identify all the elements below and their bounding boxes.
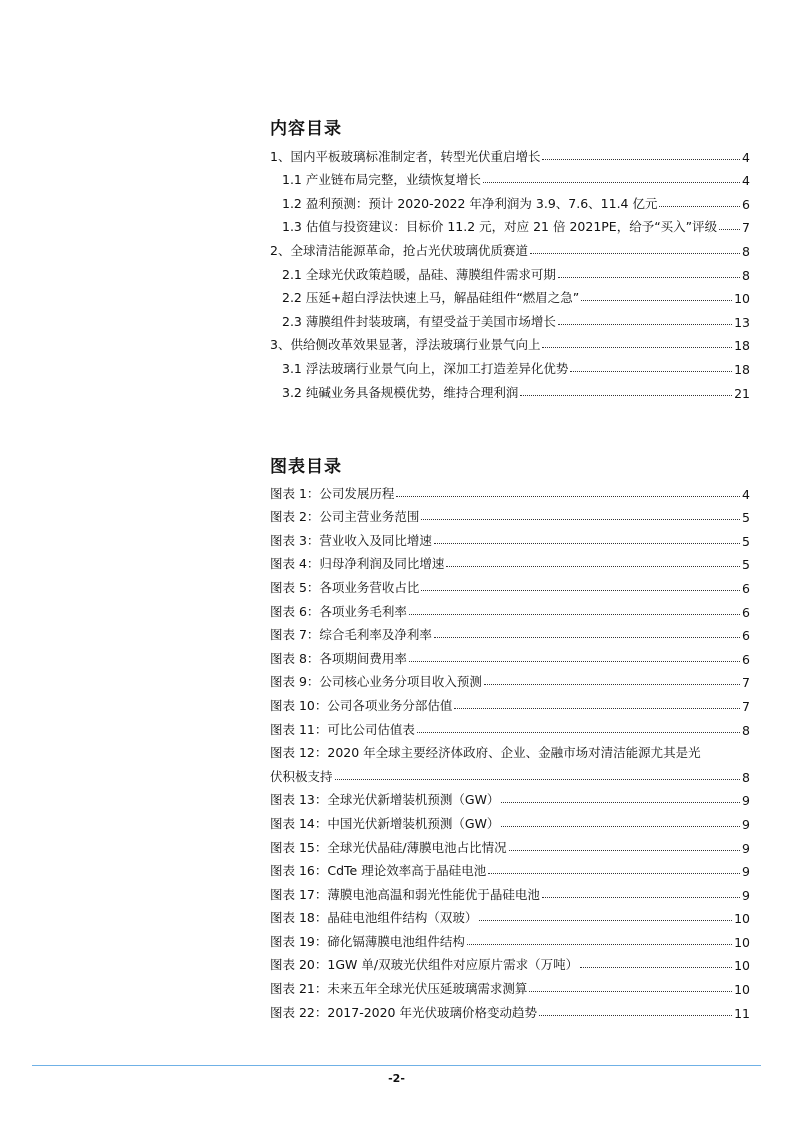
figure-entry[interactable]: [270, 926, 750, 950]
figure-entry-page: 9: [742, 864, 750, 880]
toc-entry-page: 6: [742, 196, 750, 212]
figure-entry-page: 6: [742, 651, 750, 667]
figure-entry-page: 9: [742, 840, 750, 856]
toc-entry-page: 7: [742, 220, 750, 236]
toc-entry-label: 1.3 估值与投资建议：目标价 11.2 元，对应 21 倍 2021PE，给予“买入”评级: [282, 219, 718, 235]
toc-entry-page: 18: [734, 361, 750, 377]
figure-entry-line2: [270, 761, 750, 785]
toc-entry-label: 3、供给侧改革效果显著，浮法玻璃行业景气向上: [270, 337, 541, 353]
contents-title: 内容目录: [270, 119, 342, 139]
toc-entry-label: 1.2 盈利预测：预计 2020-2022 年净利润为 3.9、7.6、11.4 亿元: [282, 195, 658, 211]
figure-entry-label: 图表 14：中国光伏新增装机预测（GW）: [270, 815, 500, 831]
figure-entry[interactable]: [270, 997, 750, 1021]
figure-entry-label: 图表 16：CdTe 理论效率高于晶硅电池: [270, 863, 487, 879]
figure-entry[interactable]: [270, 572, 750, 596]
figures-title: 图表目录: [270, 457, 342, 477]
figure-entry-page: 6: [742, 604, 750, 620]
figure-entry-page: 7: [742, 675, 750, 691]
figure-entry-label: 图表 11：可比公司估值表: [270, 721, 415, 737]
dot-leader: [417, 732, 740, 733]
figure-entry-label: 图表 3：营业收入及同比增速: [270, 532, 432, 548]
dot-leader: [434, 637, 740, 638]
toc-entry[interactable]: [270, 212, 750, 236]
figure-entry[interactable]: [270, 832, 750, 856]
figure-entry-label-cont: 伏积极支持: [270, 768, 333, 784]
figure-entry-page: 8: [742, 722, 750, 738]
dot-leader: [570, 371, 732, 372]
figure-entry[interactable]: [270, 596, 750, 620]
toc-entry-label: 1.1 产业链布局完整，业绩恢复增长: [282, 172, 481, 188]
figure-entry[interactable]: [270, 667, 750, 691]
figure-entry-page: 9: [742, 793, 750, 809]
figure-entry-label: 图表 13：全球光伏新增装机预测（GW）: [270, 792, 500, 808]
figure-entry[interactable]: [270, 690, 750, 714]
toc-entry[interactable]: [270, 188, 750, 212]
figure-entry[interactable]: [270, 714, 750, 738]
figure-entry-label: 图表 17：薄膜电池高温和弱光性能优于晶硅电池: [270, 886, 540, 902]
toc-entry[interactable]: [270, 235, 750, 259]
dot-leader: [488, 873, 740, 874]
figure-entry[interactable]: [270, 643, 750, 667]
footer-rule: [32, 1065, 761, 1066]
figure-entry-label: 图表 10：公司各项业务分部估值: [270, 697, 453, 713]
toc-entry-label: 2.3 薄膜组件封装玻璃，有望受益于美国市场增长: [282, 313, 556, 329]
figure-entry[interactable]: [270, 879, 750, 903]
page-number: -2-: [388, 1072, 405, 1085]
dot-leader: [659, 206, 740, 207]
toc-entry-label: 1、国内平板玻璃标准制定者，转型光伏重启增长: [270, 148, 541, 164]
dot-leader: [501, 802, 740, 803]
figure-entry-label: 图表 9：公司核心业务分项目收入预测: [270, 674, 482, 690]
dot-leader: [581, 300, 732, 301]
figure-entry[interactable]: [270, 903, 750, 927]
figures-list: [270, 478, 750, 1021]
figure-entry-label: 图表 15：全球光伏晶硅/薄膜电池占比情况: [270, 839, 507, 855]
figure-entry-page: 8: [742, 769, 750, 785]
toc-entry[interactable]: [270, 283, 750, 307]
dot-leader: [454, 708, 740, 709]
toc-entry[interactable]: [270, 165, 750, 189]
dot-leader: [434, 543, 740, 544]
toc-entry-label: 3.2 纯碱业务具备规模优势，维持合理利润: [282, 384, 519, 400]
dot-leader: [421, 519, 740, 520]
dot-leader: [409, 661, 740, 662]
figure-entry[interactable]: [270, 856, 750, 880]
figure-entry[interactable]: [270, 950, 750, 974]
toc-entry-page: 18: [734, 338, 750, 354]
dot-leader: [529, 991, 732, 992]
toc-entry-page: 10: [734, 291, 750, 307]
dot-leader: [558, 324, 732, 325]
figure-entry-label: 图表 7：综合毛利率及净利率: [270, 627, 432, 643]
dot-leader: [483, 182, 740, 183]
figure-entry[interactable]: [270, 808, 750, 832]
toc-entry-label: 2.2 压延+超白浮法快速上马，解晶硅组件“燃眉之急”: [282, 290, 580, 306]
dot-leader: [484, 684, 740, 685]
figure-entry-label: 图表 6：各项业务毛利率: [270, 603, 407, 619]
figure-entry-page: 10: [734, 934, 750, 950]
figure-entry[interactable]: [270, 620, 750, 644]
figure-entry-label: 图表 20：1GW 单/双玻光伏组件对应原片需求（万吨）: [270, 957, 579, 973]
figure-entry-label: 图表 18：晶硅电池组件结构（双玻）: [270, 910, 478, 926]
toc-entry-page: 4: [742, 149, 750, 165]
figure-entry-label: 图表 22：2017-2020 年光伏玻璃价格变动趋势: [270, 1004, 537, 1020]
figure-entry-label: 图表 4：归母净利润及同比增速: [270, 556, 445, 572]
figure-entry-page: 5: [742, 533, 750, 549]
dot-leader: [479, 920, 732, 921]
figure-entry[interactable]: [270, 502, 750, 526]
figure-entry-label: 图表 8：各项期间费用率: [270, 650, 407, 666]
figure-entry-page: 9: [742, 887, 750, 903]
figure-entry-label: 图表 1：公司发展历程: [270, 485, 395, 501]
dot-leader: [542, 897, 740, 898]
dot-leader: [558, 277, 740, 278]
dot-leader: [520, 395, 732, 396]
figure-entry-page: 10: [734, 982, 750, 998]
toc-entry[interactable]: [270, 377, 750, 401]
dot-leader: [542, 159, 740, 160]
figure-entry-label: 图表 21：未来五年全球光伏压延玻璃需求测算: [270, 981, 528, 997]
toc-entry-page: 13: [734, 314, 750, 330]
dot-leader: [335, 779, 741, 780]
figure-entry[interactable]: [270, 478, 750, 502]
toc-entry-label: 3.1 浮法玻璃行业景气向上，深加工打造差异化优势: [282, 360, 569, 376]
dot-leader: [409, 614, 740, 615]
figure-entry[interactable]: [270, 785, 750, 809]
figure-entry-page: 11: [734, 1005, 750, 1021]
toc-entry-page: 8: [742, 243, 750, 259]
toc-entry[interactable]: [270, 330, 750, 354]
dot-leader: [501, 826, 740, 827]
dot-leader: [467, 944, 732, 945]
dot-leader: [539, 1015, 732, 1016]
contents-list: [270, 141, 750, 401]
figure-entry[interactable]: [270, 973, 750, 997]
figure-entry-page: 5: [742, 510, 750, 526]
toc-entry-label: 2.1 全球光伏政策趋暖，晶硅、薄膜组件需求可期: [282, 266, 556, 282]
toc-entry[interactable]: [270, 306, 750, 330]
figure-entry[interactable]: [270, 549, 750, 573]
dot-leader: [719, 229, 740, 230]
toc-entry-page: 21: [734, 385, 750, 401]
figure-entry-line1: [270, 738, 750, 762]
dot-leader: [542, 347, 732, 348]
figure-entry-page: 6: [742, 628, 750, 644]
dot-leader: [530, 253, 740, 254]
figure-entry-label: 图表 2：公司主营业务范围: [270, 509, 420, 525]
dot-leader: [509, 850, 740, 851]
figure-entry-page: 5: [742, 557, 750, 573]
figure-entry-page: 6: [742, 580, 750, 596]
toc-entry-page: 4: [742, 173, 750, 189]
figure-entry-page: 7: [742, 698, 750, 714]
figure-entry-label: 图表 19：碲化镉薄膜电池组件结构: [270, 933, 465, 949]
figure-entry[interactable]: [270, 525, 750, 549]
figure-entry[interactable]: [270, 738, 750, 785]
dot-leader: [421, 590, 740, 591]
figure-entry-page: 10: [734, 911, 750, 927]
figure-entry-page: 4: [742, 486, 750, 502]
toc-entry[interactable]: [270, 141, 750, 165]
dot-leader: [580, 967, 732, 968]
dot-leader: [396, 496, 740, 497]
figure-entry-label: 图表 12：2020 年全球主要经济体政府、企业、金融市场对清洁能源尤其是光: [270, 745, 701, 761]
dot-leader: [446, 566, 740, 567]
toc-entry-label: 2、全球清洁能源革命，抢占光伏玻璃优质赛道: [270, 242, 528, 258]
toc-entry-page: 8: [742, 267, 750, 283]
figure-entry-label: 图表 5：各项业务营收占比: [270, 579, 420, 595]
figure-entry-page: 9: [742, 816, 750, 832]
toc-entry[interactable]: [270, 259, 750, 283]
figure-entry-page: 10: [734, 958, 750, 974]
toc-entry[interactable]: [270, 353, 750, 377]
